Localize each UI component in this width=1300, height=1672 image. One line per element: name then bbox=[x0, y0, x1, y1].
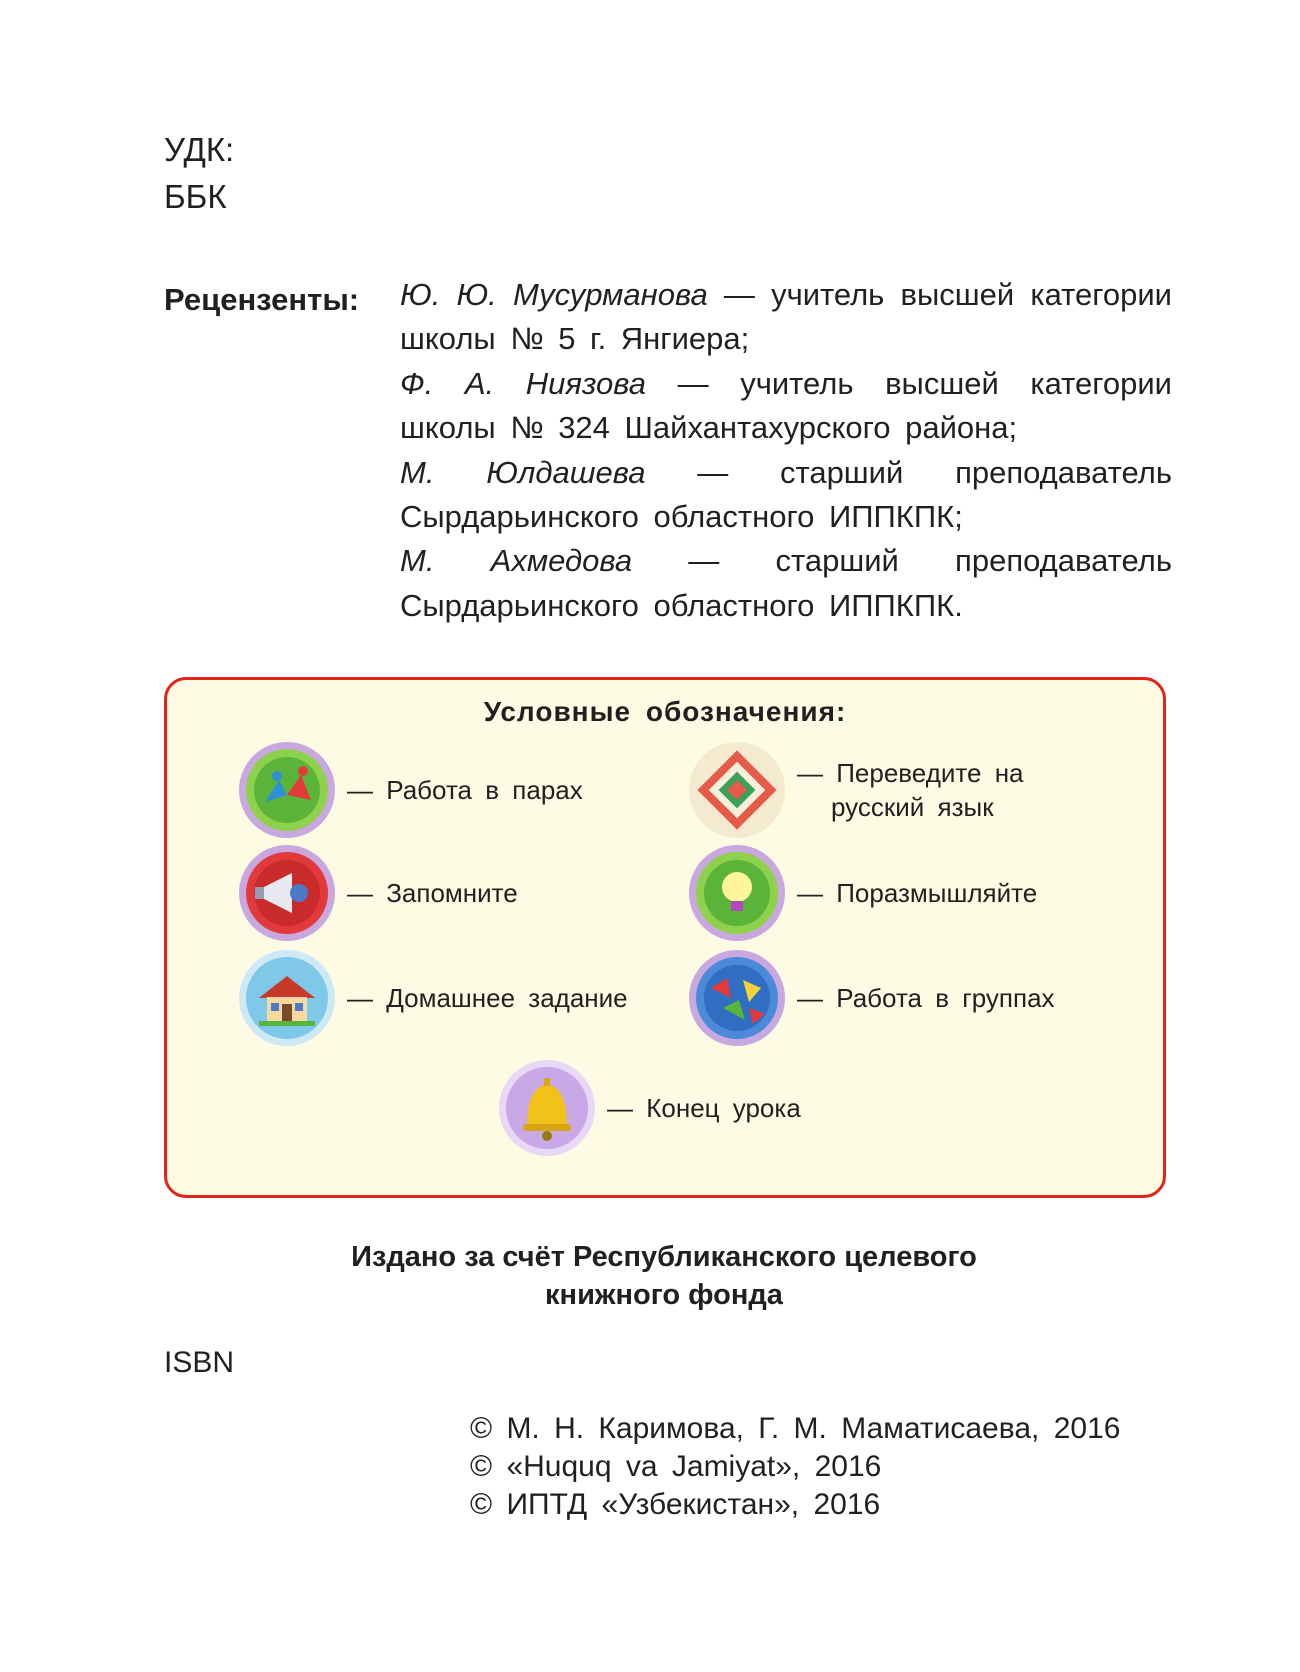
classification-codes bbox=[164, 126, 234, 220]
legend-item-pair-work bbox=[237, 740, 583, 840]
legend-title: Условные обозначения: bbox=[483, 696, 847, 727]
isbn-label: ISBN bbox=[164, 1346, 235, 1379]
legend-label: — Поразмышляйте bbox=[797, 878, 1038, 908]
translate-icon bbox=[687, 740, 787, 840]
legend-item-translate bbox=[687, 740, 1024, 840]
legend-item-think bbox=[687, 843, 1037, 943]
remember-icon bbox=[237, 843, 337, 943]
legend-label: — Домашнее задание bbox=[347, 983, 628, 1013]
funding-note: Издано за счёт Республиканского целевого книжного фонда bbox=[351, 1241, 977, 1311]
legend-label: — Конец урока bbox=[607, 1093, 801, 1123]
legend-label: — Переведите на русский язык bbox=[797, 758, 1024, 822]
reviewer: М. Юлдашева — старший преподаватель Сырдарьинского областного ИППКПК; bbox=[400, 454, 1172, 535]
copyright-line: © М. Н. Каримова, Г. М. Маматисаева, 2016 bbox=[470, 1412, 1121, 1445]
legend-label: — Запомните bbox=[347, 878, 518, 908]
copyright-line: © ИПТД «Узбекистан», 2016 bbox=[470, 1488, 881, 1521]
legend-item-homework bbox=[237, 948, 628, 1048]
legend-label: — Работа в группах bbox=[797, 983, 1055, 1013]
reviewer: Ф. А. Ниязова — учитель высшей категории школы № 324 Шайхантахурского района; bbox=[400, 365, 1172, 446]
bbk-label: ББК bbox=[164, 178, 227, 215]
legend-label: — Работа в парах bbox=[347, 775, 583, 805]
reviewer: М. Ахмедова — старший преподаватель Сырдарьинского областного ИППКПК. bbox=[400, 543, 1172, 623]
copyright-block bbox=[470, 1410, 1170, 1524]
end-lesson-icon bbox=[497, 1058, 597, 1158]
legend-item-group-work bbox=[687, 948, 1055, 1048]
reviewer: Ю. Ю. Мусурманова — учитель высшей категории школы № 5 г. Янгиера; bbox=[400, 277, 1172, 357]
udk-label: УДК: bbox=[164, 131, 235, 168]
pair-work-icon bbox=[237, 740, 337, 840]
homework-icon bbox=[237, 948, 337, 1048]
think-icon bbox=[687, 843, 787, 943]
legend-item-remember bbox=[237, 843, 518, 943]
legend-box bbox=[164, 677, 1166, 1198]
reviewers-list bbox=[400, 273, 1172, 628]
group-work-icon bbox=[687, 948, 787, 1048]
copyright-line: © «Huquq va Jamiyat», 2016 bbox=[470, 1450, 882, 1483]
reviewers-label: Рецензенты: bbox=[164, 282, 360, 317]
legend-item-end-lesson bbox=[497, 1058, 801, 1158]
